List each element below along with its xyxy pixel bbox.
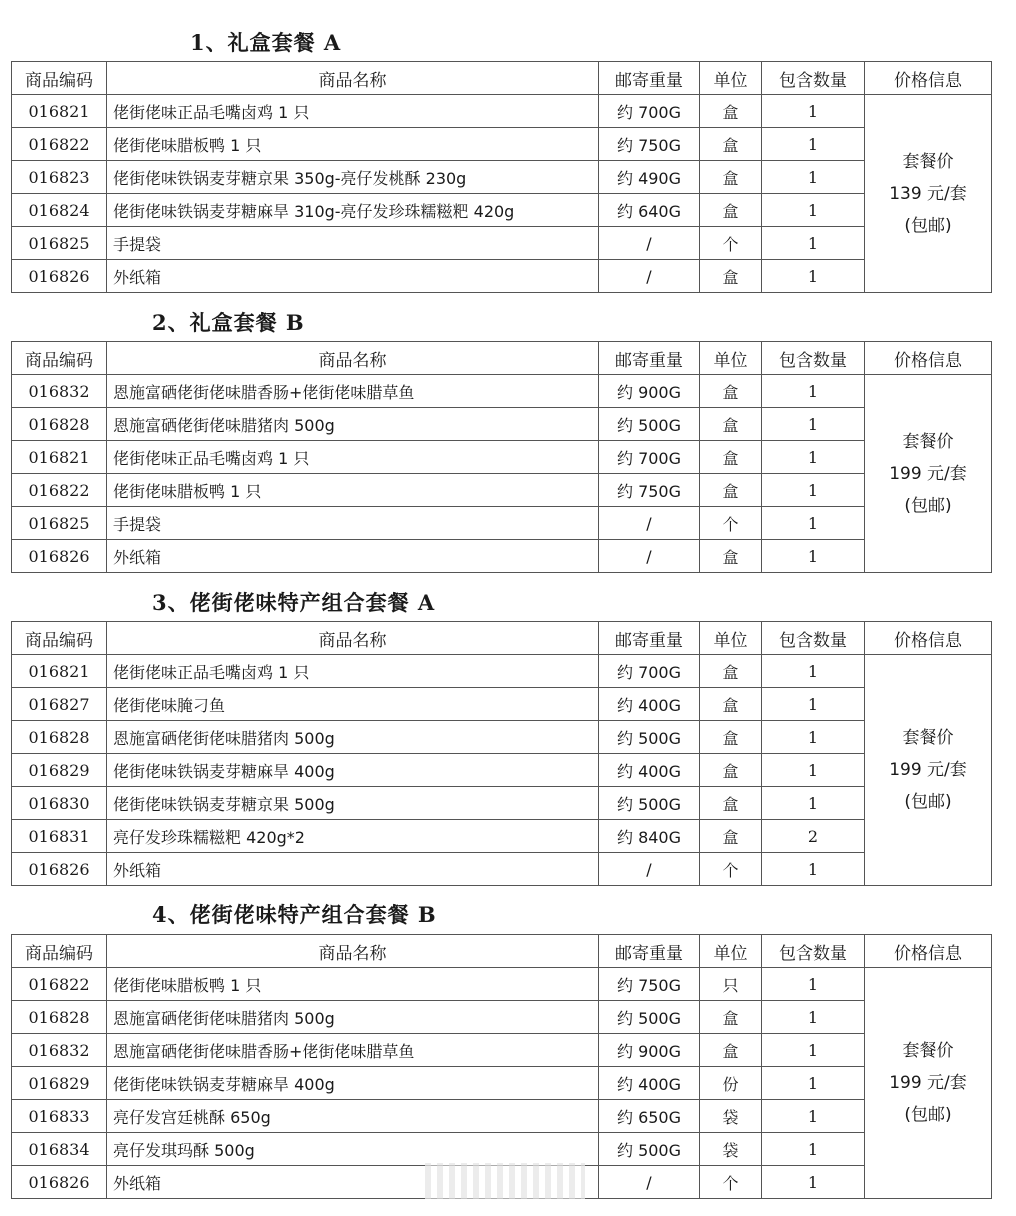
quantity: 1 [762, 540, 865, 573]
table-row [12, 227, 992, 260]
unit: 个 [700, 853, 762, 886]
shipping-weight: 约 750G [599, 474, 700, 507]
product-name: 手提袋 [107, 227, 599, 260]
product-code: 016830 [12, 787, 107, 820]
table-row [12, 474, 992, 507]
header-row [12, 622, 992, 655]
table-row [12, 853, 992, 886]
product-name: 佬街佬味腊板鸭 1 只 [107, 474, 599, 507]
section-title: 2、礼盒套餐 B [152, 310, 305, 335]
table-row [12, 754, 992, 787]
product-code: 016826 [12, 1166, 107, 1199]
product-name: 亮仔发琪玛酥 500g [107, 1133, 599, 1166]
product-name: 外纸箱 [107, 853, 599, 886]
product-name: 佬街佬味正品毛嘴卤鸡 1 只 [107, 441, 599, 474]
header-weight: 邮寄重量 [599, 622, 700, 655]
header-weight: 邮寄重量 [599, 935, 700, 968]
table-row [12, 688, 992, 721]
product-code: 016828 [12, 408, 107, 441]
product-name: 恩施富硒佬街佬味腊猪肉 500g [107, 408, 599, 441]
header-weight: 邮寄重量 [599, 342, 700, 375]
table-row [12, 128, 992, 161]
price-note: (包邮) [904, 1105, 952, 1125]
header-price: 价格信息 [865, 342, 992, 375]
product-name: 恩施富硒佬街佬味腊猪肉 500g [107, 1001, 599, 1034]
quantity: 1 [762, 375, 865, 408]
shipping-weight: 约 650G [599, 1100, 700, 1133]
product-code: 016832 [12, 375, 107, 408]
shipping-weight: 约 750G [599, 968, 700, 1001]
unit: 袋 [700, 1100, 762, 1133]
shipping-weight: / [599, 260, 700, 293]
quantity: 1 [762, 260, 865, 293]
table-row [12, 375, 992, 408]
table-row [12, 260, 992, 293]
quantity: 1 [762, 968, 865, 1001]
price-label: 套餐价 [902, 1041, 954, 1061]
product-name: 佬街佬味腌刁鱼 [107, 688, 599, 721]
product-name: 恩施富硒佬街佬味腊猪肉 500g [107, 721, 599, 754]
unit: 个 [700, 507, 762, 540]
shipping-weight: 约 700G [599, 441, 700, 474]
price-label: 套餐价 [902, 728, 954, 748]
product-name: 佬街佬味铁锅麦芽糖京果 350g-亮仔发桃酥 230g [107, 161, 599, 194]
header-name: 商品名称 [107, 342, 599, 375]
product-name: 外纸箱 [107, 260, 599, 293]
unit: 个 [700, 1166, 762, 1199]
product-name: 佬街佬味铁锅麦芽糖麻旱 310g-亮仔发珍珠糯糍粑 420g [107, 194, 599, 227]
quantity: 1 [762, 754, 865, 787]
header-name: 商品名称 [107, 62, 599, 95]
shipping-weight: 约 500G [599, 1001, 700, 1034]
package-price [865, 655, 992, 886]
shipping-weight: / [599, 853, 700, 886]
shipping-weight: 约 500G [599, 408, 700, 441]
quantity: 1 [762, 474, 865, 507]
quantity: 1 [762, 128, 865, 161]
product-name: 佬街佬味腊板鸭 1 只 [107, 128, 599, 161]
unit: 盒 [700, 128, 762, 161]
shipping-weight: 约 900G [599, 1034, 700, 1067]
unit: 盒 [700, 194, 762, 227]
product-code: 016829 [12, 1067, 107, 1100]
package-table [11, 621, 992, 886]
unit: 个 [700, 227, 762, 260]
quantity: 1 [762, 1001, 865, 1034]
header-row [12, 62, 992, 95]
product-name: 佬街佬味正品毛嘴卤鸡 1 只 [107, 655, 599, 688]
shipping-weight: / [599, 507, 700, 540]
table-row [12, 1001, 992, 1034]
price-amount: 199 元/套 [889, 760, 967, 780]
unit: 盒 [700, 1001, 762, 1034]
unit: 份 [700, 1067, 762, 1100]
product-name: 佬街佬味铁锅麦芽糖麻旱 400g [107, 1067, 599, 1100]
product-code: 016822 [12, 474, 107, 507]
header-row [12, 935, 992, 968]
shipping-weight: 约 490G [599, 161, 700, 194]
product-code: 016824 [12, 194, 107, 227]
table-row [12, 1034, 992, 1067]
shipping-weight: 约 700G [599, 95, 700, 128]
header-weight: 邮寄重量 [599, 62, 700, 95]
quantity: 1 [762, 95, 865, 128]
quantity: 1 [762, 1133, 865, 1166]
product-code: 016821 [12, 655, 107, 688]
product-name: 佬街佬味铁锅麦芽糖京果 500g [107, 787, 599, 820]
header-price: 价格信息 [865, 935, 992, 968]
header-unit: 单位 [700, 935, 762, 968]
shipping-weight: / [599, 540, 700, 573]
shipping-weight: / [599, 1166, 700, 1199]
header-qty: 包含数量 [762, 342, 865, 375]
shipping-weight: 约 400G [599, 754, 700, 787]
unit: 盒 [700, 688, 762, 721]
header-price: 价格信息 [865, 62, 992, 95]
product-name: 佬街佬味正品毛嘴卤鸡 1 只 [107, 95, 599, 128]
table-row [12, 820, 992, 853]
product-name: 佬街佬味铁锅麦芽糖麻旱 400g [107, 754, 599, 787]
product-name: 恩施富硒佬街佬味腊香肠+佬街佬味腊草鱼 [107, 375, 599, 408]
header-code: 商品编码 [12, 935, 107, 968]
quantity: 1 [762, 408, 865, 441]
product-name: 亮仔发珍珠糯糍粑 420g*2 [107, 820, 599, 853]
quantity: 2 [762, 820, 865, 853]
quantity: 1 [762, 787, 865, 820]
product-code: 016826 [12, 853, 107, 886]
price-note: (包邮) [904, 215, 952, 236]
table-row [12, 721, 992, 754]
table-row [12, 1100, 992, 1133]
product-code: 016825 [12, 227, 107, 260]
price-amount: 199 元/套 [889, 463, 967, 484]
shipping-weight: 约 900G [599, 375, 700, 408]
shipping-weight: 约 840G [599, 820, 700, 853]
header-name: 商品名称 [107, 935, 599, 968]
table-row [12, 408, 992, 441]
section-title: 4、佬街佬味特产组合套餐 B [152, 902, 437, 927]
package-price [865, 95, 992, 293]
unit: 盒 [700, 540, 762, 573]
table-row [12, 507, 992, 540]
product-code: 016826 [12, 260, 107, 293]
table-row [12, 161, 992, 194]
product-code: 016823 [12, 161, 107, 194]
quantity: 1 [762, 853, 865, 886]
product-code: 016834 [12, 1133, 107, 1166]
product-code: 016832 [12, 1034, 107, 1067]
table-row [12, 95, 992, 128]
quantity: 1 [762, 227, 865, 260]
package-table [11, 934, 992, 1199]
header-price: 价格信息 [865, 622, 992, 655]
unit: 盒 [700, 95, 762, 128]
product-code: 016833 [12, 1100, 107, 1133]
product-code: 016825 [12, 507, 107, 540]
product-name: 佬街佬味腊板鸭 1 只 [107, 968, 599, 1001]
product-code: 016828 [12, 1001, 107, 1034]
quantity: 1 [762, 441, 865, 474]
shipping-weight: 约 700G [599, 655, 700, 688]
quantity: 1 [762, 1034, 865, 1067]
shipping-weight: 约 400G [599, 1067, 700, 1100]
price-note: (包邮) [904, 792, 952, 812]
table-row [12, 1133, 992, 1166]
shipping-weight: 约 400G [599, 688, 700, 721]
quantity: 1 [762, 1166, 865, 1199]
price-label: 套餐价 [902, 431, 954, 452]
table-row [12, 655, 992, 688]
unit: 盒 [700, 754, 762, 787]
header-qty: 包含数量 [762, 935, 865, 968]
product-code: 016826 [12, 540, 107, 573]
product-name: 亮仔发宫廷桃酥 650g [107, 1100, 599, 1133]
product-name: 手提袋 [107, 507, 599, 540]
unit: 只 [700, 968, 762, 1001]
header-code: 商品编码 [12, 622, 107, 655]
header-unit: 单位 [700, 62, 762, 95]
price-label: 套餐价 [902, 151, 954, 172]
unit: 袋 [700, 1133, 762, 1166]
header-unit: 单位 [700, 342, 762, 375]
product-code: 016821 [12, 441, 107, 474]
product-name: 外纸箱 [107, 1166, 599, 1199]
unit: 盒 [700, 260, 762, 293]
table-row [12, 441, 992, 474]
header-qty: 包含数量 [762, 622, 865, 655]
shipping-weight: 约 500G [599, 787, 700, 820]
unit: 盒 [700, 161, 762, 194]
unit: 盒 [700, 787, 762, 820]
table-row [12, 194, 992, 227]
package-price [865, 375, 992, 573]
quantity: 1 [762, 194, 865, 227]
quantity: 1 [762, 507, 865, 540]
section-title: 1、礼盒套餐 A [190, 30, 342, 55]
header-name: 商品名称 [107, 622, 599, 655]
table-row [12, 787, 992, 820]
quantity: 1 [762, 1100, 865, 1133]
quantity: 1 [762, 721, 865, 754]
product-code: 016829 [12, 754, 107, 787]
package-table [11, 341, 992, 573]
section-title: 3、佬街佬味特产组合套餐 A [152, 590, 436, 615]
product-name: 外纸箱 [107, 540, 599, 573]
price-note: (包邮) [904, 495, 952, 516]
product-code: 016822 [12, 968, 107, 1001]
unit: 盒 [700, 721, 762, 754]
product-code: 016822 [12, 128, 107, 161]
unit: 盒 [700, 1034, 762, 1067]
unit: 盒 [700, 408, 762, 441]
table-row [12, 968, 992, 1001]
watermark-overlay [425, 1163, 585, 1199]
header-unit: 单位 [700, 622, 762, 655]
package-price [865, 968, 992, 1199]
shipping-weight: 约 750G [599, 128, 700, 161]
unit: 盒 [700, 820, 762, 853]
quantity: 1 [762, 161, 865, 194]
unit: 盒 [700, 375, 762, 408]
shipping-weight: / [599, 227, 700, 260]
table-row [12, 540, 992, 573]
product-code: 016831 [12, 820, 107, 853]
package-table [11, 61, 992, 293]
product-code: 016827 [12, 688, 107, 721]
quantity: 1 [762, 1067, 865, 1100]
shipping-weight: 约 640G [599, 194, 700, 227]
quantity: 1 [762, 688, 865, 721]
table-row [12, 1067, 992, 1100]
unit: 盒 [700, 441, 762, 474]
shipping-weight: 约 500G [599, 721, 700, 754]
product-code: 016828 [12, 721, 107, 754]
product-code: 016821 [12, 95, 107, 128]
unit: 盒 [700, 655, 762, 688]
product-name: 恩施富硒佬街佬味腊香肠+佬街佬味腊草鱼 [107, 1034, 599, 1067]
header-code: 商品编码 [12, 342, 107, 375]
shipping-weight: 约 500G [599, 1133, 700, 1166]
header-code: 商品编码 [12, 62, 107, 95]
unit: 盒 [700, 474, 762, 507]
header-row [12, 342, 992, 375]
header-qty: 包含数量 [762, 62, 865, 95]
quantity: 1 [762, 655, 865, 688]
price-amount: 139 元/套 [889, 183, 967, 204]
price-amount: 199 元/套 [889, 1073, 967, 1093]
